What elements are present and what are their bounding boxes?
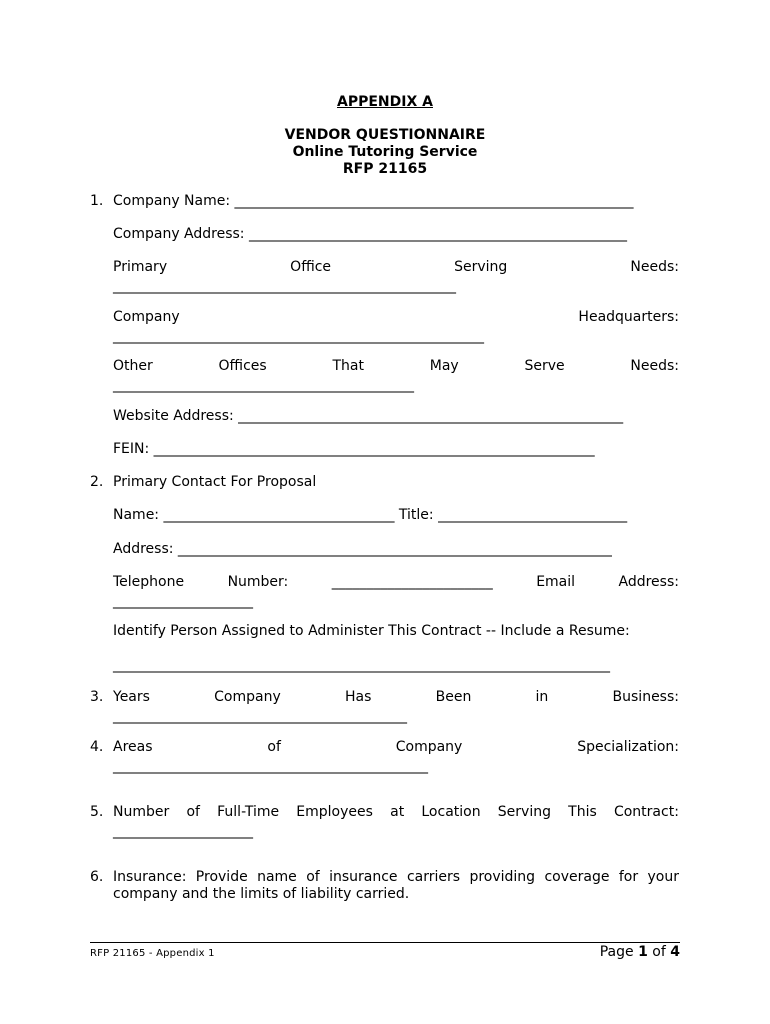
areas-specialization-label <box>113 739 679 755</box>
page-total: 4 <box>670 944 680 960</box>
insurance-paragraph: Insurance: Provide name of insurance carriers providing coverage for your company and the limits of liability carried. <box>113 869 679 902</box>
word: Serving <box>497 804 551 820</box>
identify-person-blank: _______________________________________________________________________ <box>113 657 610 673</box>
employees-label <box>113 804 679 820</box>
word: Number: <box>227 574 289 590</box>
word: Has <box>344 689 372 705</box>
word: Contract: <box>613 804 679 820</box>
word: in <box>535 689 549 705</box>
word: Location <box>421 804 481 820</box>
item-number-3: 3. <box>90 689 104 705</box>
word: Company <box>113 309 180 325</box>
employees-blank: ____________________ <box>113 823 253 839</box>
word: Years <box>113 689 150 705</box>
word: Telephone <box>113 574 185 590</box>
company-hq-label <box>113 309 679 325</box>
word: Been <box>435 689 472 705</box>
areas-blank: _____________________________________________ <box>113 758 428 774</box>
word: Company <box>214 689 281 705</box>
email-blank: ____________________ <box>113 593 253 609</box>
questionnaire-heading: VENDOR QUESTIONNAIRE <box>284 127 486 143</box>
website-address-field: Website Address: _______________________________________________________ <box>113 408 624 424</box>
company-hq-blank: _____________________________________________________ <box>113 328 484 344</box>
word: Office <box>290 259 332 275</box>
item-number-1: 1. <box>90 193 104 209</box>
years-blank: __________________________________________ <box>113 708 407 724</box>
appendix-title: APPENDIX A <box>337 94 433 110</box>
other-offices-label <box>113 358 679 374</box>
word: Headquarters: <box>578 309 679 325</box>
word: Needs: <box>630 358 679 374</box>
word: of <box>186 804 200 820</box>
page-label: Page <box>599 944 634 960</box>
primary-office-label <box>113 259 679 275</box>
item-number-2: 2. <box>90 474 104 490</box>
contact-address-field: Address: ______________________________________________________________ <box>113 541 612 557</box>
word: That <box>332 358 364 374</box>
word: Serving <box>454 259 508 275</box>
word: Address: <box>618 574 679 590</box>
service-subheading: Online Tutoring Service <box>292 144 478 160</box>
word: Primary <box>113 259 168 275</box>
identify-person-label: Identify Person Assigned to Administer This Contract -- Include a Resume: <box>113 623 630 639</box>
footer-divider <box>90 942 680 943</box>
company-address-field: Company Address: ______________________________________________________ <box>113 226 627 242</box>
telephone-blank: _______________________ <box>331 574 493 590</box>
word: at <box>390 804 405 820</box>
primary-contact-heading: Primary Contact For Proposal <box>113 474 317 490</box>
item-number-5: 5. <box>90 804 104 820</box>
primary-office-blank: _________________________________________________ <box>113 278 456 294</box>
company-name-field: Company Name: _________________________________________________________ <box>113 193 634 209</box>
word: of <box>267 739 281 755</box>
other-offices-blank: ___________________________________________ <box>113 377 414 393</box>
word: Areas <box>113 739 153 755</box>
word: Full-Time <box>217 804 280 820</box>
word: Company <box>395 739 463 755</box>
rfp-number: RFP 21165 <box>342 161 428 177</box>
word: Serve <box>524 358 565 374</box>
years-in-business-label <box>113 689 679 705</box>
fein-field: FEIN: _______________________________________________________________ <box>113 441 595 457</box>
word: This <box>568 804 597 820</box>
page-number: 1 <box>638 944 648 960</box>
word: Business: <box>612 689 679 705</box>
page-indicator <box>600 944 680 960</box>
word: May <box>429 358 459 374</box>
word: Specialization: <box>577 739 679 755</box>
word: Email <box>536 574 576 590</box>
telephone-email-label <box>113 574 679 590</box>
name-title-field: Name: _________________________________ Title: ___________________________ <box>113 507 628 523</box>
word: Number <box>113 804 170 820</box>
of-label: of <box>652 944 666 960</box>
item-number-4: 4. <box>90 739 104 755</box>
word: Other <box>113 358 153 374</box>
word: Needs: <box>630 259 679 275</box>
word: Offices <box>218 358 267 374</box>
word: Employees <box>296 804 373 820</box>
item-number-6: 6. <box>90 869 104 885</box>
footer-rfp-label: RFP 21165 - Appendix 1 <box>90 948 215 959</box>
